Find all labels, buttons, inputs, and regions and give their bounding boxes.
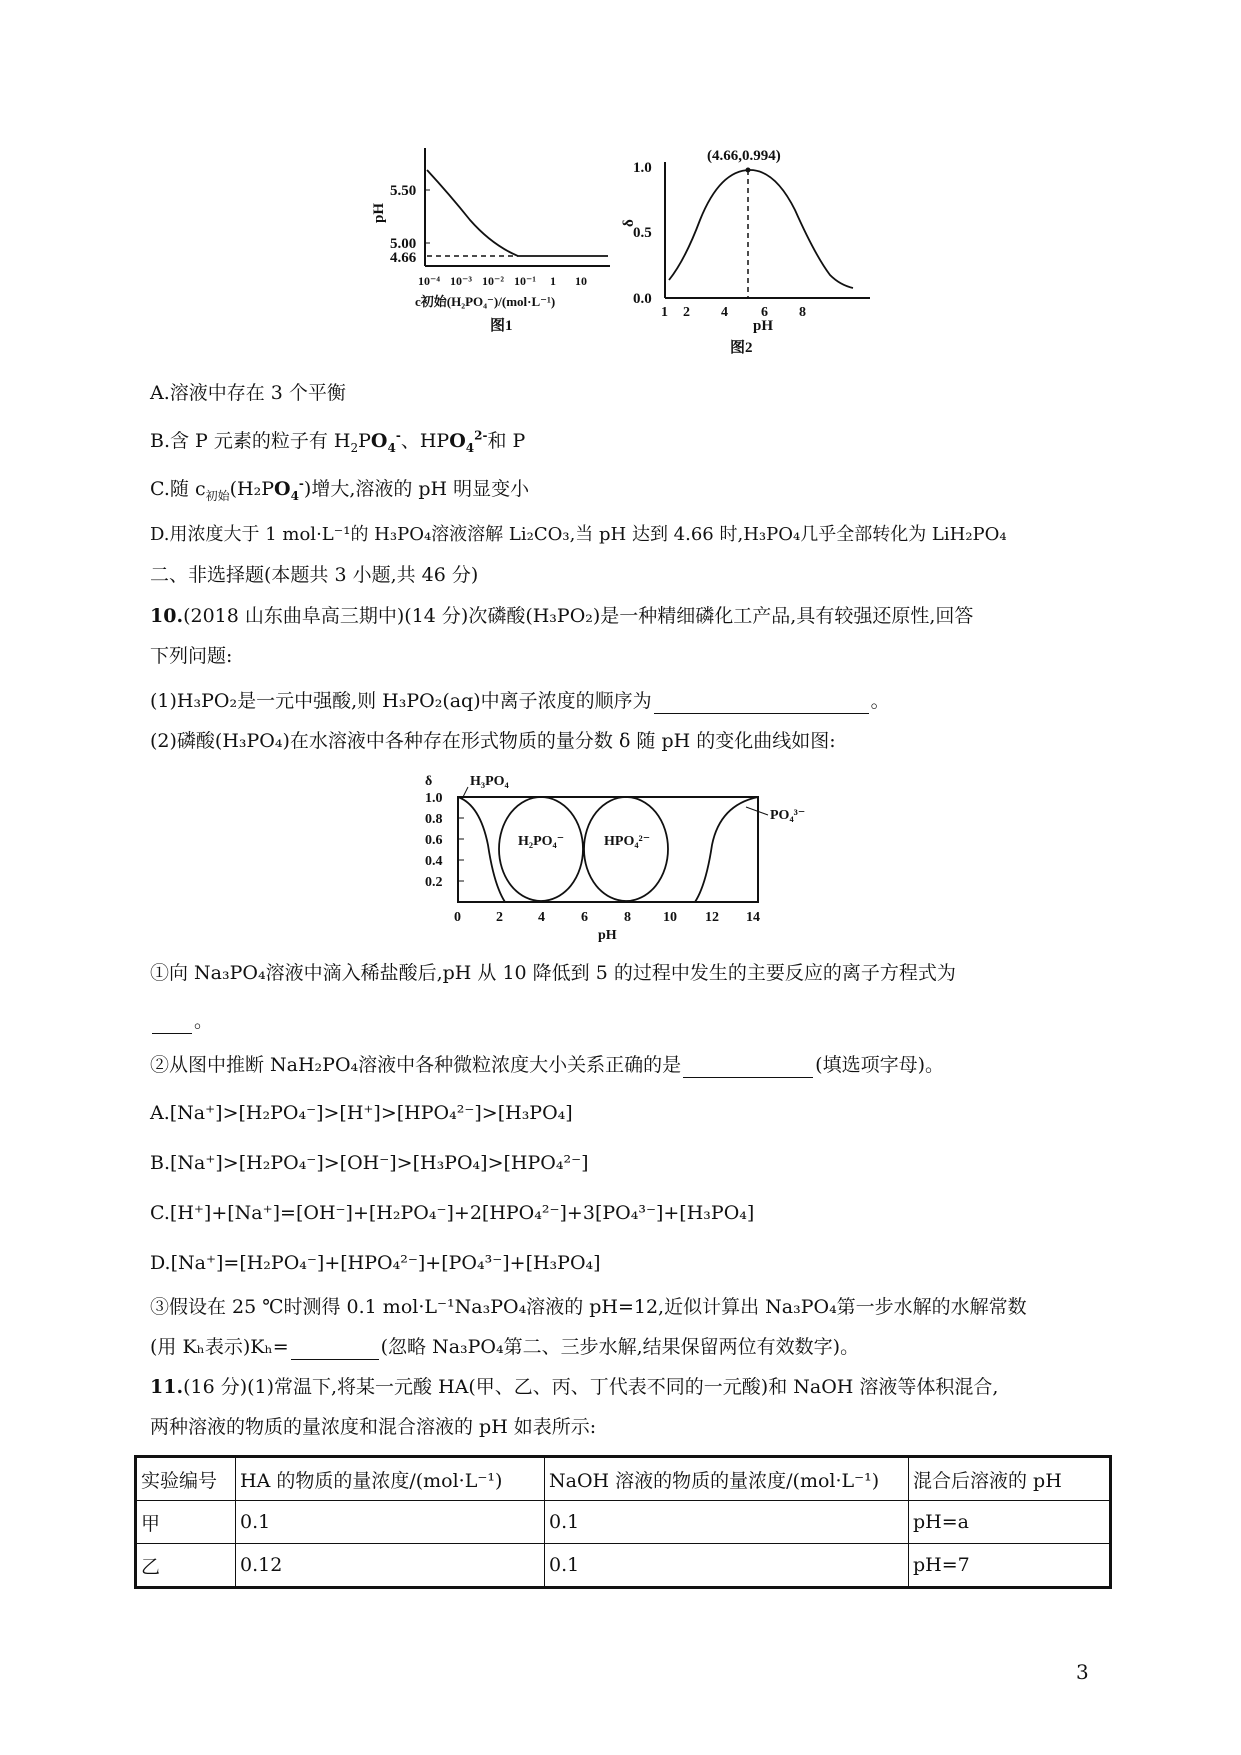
fig1-ylabel: pH xyxy=(371,202,387,223)
chart-xlabel: pH xyxy=(598,928,617,943)
chart-xtick: 14 xyxy=(746,910,760,925)
chart-xtick: 6 xyxy=(581,910,588,925)
fig1-ytick: 5.00 xyxy=(390,236,417,252)
answer-blank xyxy=(152,1013,192,1034)
q10-option-b: B.[Na⁺]>[H₂PO₄⁻]>[OH⁻]>[H₃PO₄]>[HPO₄²⁻] xyxy=(150,1152,589,1174)
q10-option-c: C.[H⁺]+[Na⁺]=[OH⁻]+[H₂PO₄⁻]+2[HPO₄²⁻]+3[PO₄³⁻]+[H₃PO₄] xyxy=(150,1202,755,1224)
table-cell: 0.1 xyxy=(545,1501,909,1544)
q9-option-a: A.溶液中存在 3 个平衡 xyxy=(150,382,346,404)
chart-ytick: 1.0 xyxy=(425,791,443,806)
fig1-xtick: 10⁻³ xyxy=(450,274,472,288)
fig1-caption: 图1 xyxy=(490,318,513,334)
fig2-xtick: 8 xyxy=(799,305,806,320)
fig2-caption: 图2 xyxy=(730,340,753,356)
q10-option-a: A.[Na⁺]>[H₂PO₄⁻]>[H⁺]>[HPO₄²⁻]>[H₃PO₄] xyxy=(150,1102,573,1124)
fig2-xtick: 6 xyxy=(761,305,768,320)
q10-intro-line2: 下列问题: xyxy=(150,645,233,667)
phosphate-distribution-chart xyxy=(420,765,820,945)
chart-xtick: 8 xyxy=(624,910,631,925)
fig2-xtick: 1 xyxy=(661,305,668,320)
table-row xyxy=(136,1544,1111,1588)
table-cell: pH=a xyxy=(909,1501,1111,1544)
experiment-table xyxy=(134,1455,1112,1589)
chart-xtick: 12 xyxy=(705,910,719,925)
q10-part2: (2)磷酸(H₃PO₄)在水溶液中各种存在形式物质的量分数 δ 随 pH 的变化曲线如图: xyxy=(150,730,836,752)
chart-ytick: 0.2 xyxy=(425,875,443,890)
fig2-xtick: 4 xyxy=(721,305,728,320)
q10-sub1-line2: 。 xyxy=(150,1008,213,1034)
chart-ytick: 0.8 xyxy=(425,812,443,827)
chart-xtick: 0 xyxy=(454,910,461,925)
q11-line1: 11.(16 分)(1)常温下,将某一元酸 HA(甲、乙、丙、丁代表不同的一元酸)和 NaOH 溶液等体积混合, xyxy=(150,1376,999,1398)
fig2-ytick: 1.0 xyxy=(633,160,652,176)
fig1-ytick: 4.66 xyxy=(390,250,417,266)
figure-2-chart xyxy=(621,140,875,365)
table-header: 混合后溶液的 pH xyxy=(909,1457,1111,1501)
chart-ylabel: δ xyxy=(425,774,433,789)
series-label: HPO₄²⁻ xyxy=(604,834,651,849)
q10-sub1-line1: ①向 Na₃PO₄溶液中滴入稀盐酸后,pH 从 10 降低到 5 的过程中发生的主要反应的离子方程式为 xyxy=(150,962,956,984)
answer-blank xyxy=(683,1057,813,1078)
series-label: PO₄³⁻ xyxy=(770,808,806,823)
fig2-ytick: 0.0 xyxy=(633,291,652,307)
series-label: H₃PO₄ xyxy=(470,774,509,789)
table-cell: 甲 xyxy=(136,1501,236,1544)
q10-sub2: ②从图中推断 NaH₂PO₄溶液中各种微粒浓度大小关系正确的是 (填选项字母)。 xyxy=(150,1054,944,1076)
fig1-xtick: 10⁻⁴ xyxy=(418,274,440,288)
chart-ytick: 0.4 xyxy=(425,854,443,869)
q10-sub3-line2: (用 Kₕ表示)Kₕ= (忽略 Na₃PO₄第二、三步水解,结果保留两位有效数字)。 xyxy=(150,1336,860,1358)
figure-1-chart xyxy=(370,140,630,365)
fig1-xtick: 10 xyxy=(575,274,587,288)
fig1-xtick: 10⁻¹ xyxy=(514,274,536,288)
fig1-xtick: 10⁻² xyxy=(482,274,504,288)
chart-xtick: 4 xyxy=(538,910,545,925)
fig2-ytick: 0.5 xyxy=(633,225,652,241)
table-cell: 0.12 xyxy=(236,1544,545,1588)
chart-xtick: 10 xyxy=(663,910,677,925)
table-header: 实验编号 xyxy=(136,1457,236,1501)
table-header: HA 的物质的量浓度/(mol·L⁻¹) xyxy=(236,1457,545,1501)
chart-xtick: 2 xyxy=(496,910,503,925)
fig2-xlabel: pH xyxy=(753,318,774,334)
table-row xyxy=(136,1501,1111,1544)
fig2-xtick: 2 xyxy=(683,305,690,320)
section-heading: 二、非选择题(本题共 3 小题,共 46 分) xyxy=(150,564,479,586)
table-cell: 0.1 xyxy=(236,1501,545,1544)
q11-line2: 两种溶液的物质的量浓度和混合溶液的 pH 如表所示: xyxy=(150,1416,597,1438)
fig1-xtick: 1 xyxy=(550,274,556,288)
q9-option-b: B.含 P 元素的粒子有 $H_2PO_4^-$、$HPO_4^{2-}$和 P xyxy=(150,428,526,455)
table-cell: pH=7 xyxy=(909,1544,1111,1588)
table-header: NaOH 溶液的物质的量浓度/(mol·L⁻¹) xyxy=(545,1457,909,1501)
answer-blank xyxy=(291,1339,379,1360)
answer-blank xyxy=(654,693,869,714)
q9-option-c: C.随 $c_{初始}(H_2PO_4^-)$增大,溶液的 pH 明显变小 xyxy=(150,476,530,503)
fig2-peak-label: (4.66,0.994) xyxy=(707,148,781,164)
q10-option-d: D.[Na⁺]=[H₂PO₄⁻]+[HPO₄²⁻]+[PO₄³⁻]+[H₃PO₄] xyxy=(150,1252,601,1274)
fig2-ylabel: δ xyxy=(621,219,637,227)
fig1-ytick: 5.50 xyxy=(390,183,417,199)
q10-part1: (1)H₃PO₂是一元中强酸,则 H₃PO₂(aq)中离子浓度的顺序为 。 xyxy=(150,690,890,712)
q10-intro-line1: 10.(2018 山东曲阜高三期中)(14 分)次磷酸(H₃PO₂)是一种精细磷化工产品,具有较强还原性,回答 xyxy=(150,605,974,627)
q9-option-d: D.用浓度大于 1 mol·L⁻¹的 H₃PO₄溶液溶解 Li₂CO₃,当 pH 达到 4.66 时,H₃PO₄几乎全部转化为 LiH₂PO₄ xyxy=(150,524,1007,545)
q10-sub3-line1: ③假设在 25 ℃时测得 0.1 mol·L⁻¹Na₃PO₄溶液的 pH=12,近似计算出 Na₃PO₄第一步水解的水解常数 xyxy=(150,1296,1027,1318)
series-label: H₂PO₄⁻ xyxy=(518,834,565,849)
chart-ytick: 0.6 xyxy=(425,833,443,848)
table-header-row xyxy=(136,1457,1111,1501)
fig1-xlabel: c初始(H₂PO₄⁻)/(mol·L⁻¹) xyxy=(415,294,556,309)
table-cell: 0.1 xyxy=(545,1544,909,1588)
page-number: 3 xyxy=(1076,1660,1089,1684)
table-cell: 乙 xyxy=(136,1544,236,1588)
